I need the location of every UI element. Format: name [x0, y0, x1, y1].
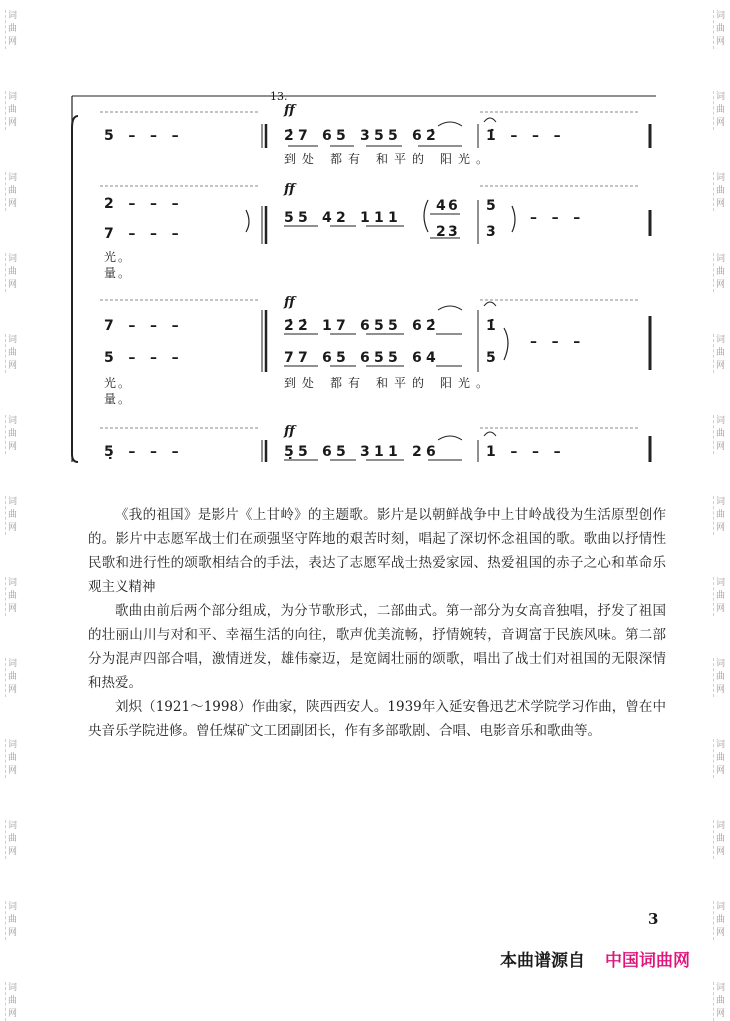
lyric-char: 量	[104, 392, 117, 406]
watermark-char: 曲	[7, 510, 17, 520]
watermark-char: 网	[715, 37, 725, 47]
watermark-char: 网	[7, 361, 17, 371]
watermark-char: 网	[7, 1009, 17, 1019]
lyric-char: 。	[476, 376, 489, 390]
dynamic-ff: ff	[284, 182, 295, 197]
watermark-char: 词	[715, 497, 725, 507]
lyric-char: 到	[284, 376, 297, 390]
watermark-char: 曲	[715, 996, 725, 1006]
lyric-char: 平	[394, 376, 407, 390]
watermark-char: 网	[7, 685, 17, 695]
source-site-link[interactable]: 中国词曲网	[605, 951, 690, 971]
note: 5	[374, 318, 384, 334]
watermark-char: 曲	[7, 105, 17, 115]
watermark-char: 词	[7, 254, 17, 264]
note: 2	[436, 224, 446, 240]
watermark-char: 网	[7, 523, 17, 533]
watermark-char: 网	[7, 199, 17, 209]
lyric-char: 光	[104, 376, 117, 390]
note: 6	[448, 198, 458, 214]
watermark-char: 曲	[7, 591, 17, 601]
watermark-char: 词	[715, 578, 725, 588]
watermark-char: 词	[715, 821, 725, 831]
dynamic-ff: ff	[284, 103, 295, 118]
lyric-char: 光	[458, 152, 471, 166]
watermark-char: 词	[7, 740, 17, 750]
note: 2̇	[284, 318, 294, 334]
watermark-group	[5, 901, 17, 940]
watermark-char: 词	[7, 92, 17, 102]
note: 5	[298, 444, 308, 460]
watermark-char: 曲	[7, 915, 17, 925]
note: 5	[336, 444, 346, 460]
watermark-char: 曲	[7, 834, 17, 844]
note: 2	[336, 210, 346, 226]
lyric-char: 都	[330, 152, 343, 166]
watermark-char: 网	[715, 604, 725, 614]
source-label: 本曲谱源自	[500, 951, 585, 971]
note: 5	[336, 128, 346, 144]
dynamic-ff: ff	[284, 424, 295, 439]
score-rest: – – –	[530, 334, 581, 350]
note: 6	[360, 318, 370, 334]
note: 6	[322, 444, 332, 460]
note: 7	[298, 128, 308, 144]
score-chord-upper: 5	[486, 198, 496, 214]
watermark-char: 词	[7, 983, 17, 993]
score-measure-notes: 1̇ – – –	[486, 128, 561, 144]
watermark-char: 词	[7, 578, 17, 588]
watermark-group	[5, 658, 17, 697]
watermark-group	[713, 739, 725, 778]
note: 3	[360, 128, 370, 144]
watermark-char: 词	[715, 92, 725, 102]
watermark-char: 曲	[715, 672, 725, 682]
watermark-char: 曲	[715, 510, 725, 520]
note: 6	[412, 128, 422, 144]
lyric-char: 量	[104, 266, 117, 280]
watermark-char: 网	[715, 118, 725, 128]
watermark-char: 网	[715, 199, 725, 209]
watermark-group	[713, 901, 725, 940]
watermark-group	[5, 820, 17, 859]
score-intro-notes: 7 – – –	[104, 318, 179, 334]
lyric-char: 阳	[440, 376, 453, 390]
score-measure-notes: 1̇	[486, 318, 496, 334]
lyric-char: 处	[302, 376, 315, 390]
watermark-char: 词	[715, 983, 725, 993]
lyric-char: 有	[348, 152, 361, 166]
watermark-char: 词	[7, 902, 17, 912]
note: 5	[298, 210, 308, 226]
watermark-char: 词	[715, 173, 725, 183]
watermark-group	[5, 982, 17, 1021]
rehearsal-mark: 13.	[270, 90, 288, 103]
watermark-char: 网	[7, 280, 17, 290]
note: 6	[412, 350, 422, 366]
note: 7	[336, 318, 346, 334]
paragraph: 《我的祖国》是影片《上甘岭》的主题歌。影片是以朝鲜战争中上甘岭战役为生活原型创作的。影片中志愿军战士们在顽强坚守阵地的艰苦时刻，唱起了深切怀念祖国的歌。歌曲以抒情性民歌和进行性的颂歌相结合的手法，表达了志愿军战士热爱家园、热爱祖国的赤子之心和革命乐观主义精神	[88, 507, 666, 595]
watermark-char: 词	[715, 416, 725, 426]
note: 2̇	[426, 318, 436, 334]
note: 1	[374, 210, 384, 226]
lyric-char: 。	[476, 152, 489, 166]
watermark-char: 词	[7, 173, 17, 183]
watermark-char: 曲	[715, 915, 725, 925]
lyric-char: 的	[412, 152, 425, 166]
watermark-group	[713, 820, 725, 859]
watermark-char: 网	[715, 766, 725, 776]
watermark-char: 网	[715, 523, 725, 533]
note: 6	[322, 128, 332, 144]
watermark-char: 曲	[715, 429, 725, 439]
note: 5	[336, 350, 346, 366]
watermark-char: 词	[715, 740, 725, 750]
watermark-char: 词	[7, 335, 17, 345]
watermark-group	[5, 739, 17, 778]
watermark-char: 曲	[7, 267, 17, 277]
watermark-char: 曲	[7, 24, 17, 34]
lyric-char: 的	[412, 376, 425, 390]
lyric-char: 。	[118, 266, 131, 280]
watermark-char: 曲	[7, 348, 17, 358]
watermark-char: 网	[7, 604, 17, 614]
score-rest: – – –	[530, 210, 581, 226]
watermark-char: 曲	[7, 672, 17, 682]
watermark-group	[713, 577, 725, 616]
watermark-char: 曲	[715, 834, 725, 844]
watermark-char: 曲	[715, 267, 725, 277]
score-measure-notes: 5	[486, 350, 496, 366]
lyric-char: 和	[376, 376, 389, 390]
note: 4	[436, 198, 446, 214]
watermark-group	[713, 982, 725, 1021]
note: 1	[388, 444, 398, 460]
lyric-char: 到	[284, 152, 297, 166]
watermark-char: 网	[7, 37, 17, 47]
watermark-char: 曲	[715, 753, 725, 763]
watermark-char: 网	[7, 928, 17, 938]
watermark-char: 网	[715, 280, 725, 290]
note: 3	[360, 444, 370, 460]
note: 5	[388, 350, 398, 366]
watermark-char: 曲	[715, 591, 725, 601]
note: 6	[360, 350, 370, 366]
note: 5	[374, 128, 384, 144]
watermark-char: 词	[7, 416, 17, 426]
watermark-char: 曲	[715, 348, 725, 358]
watermark-char: 网	[7, 118, 17, 128]
watermark-char: 词	[7, 821, 17, 831]
paragraph: 刘炽（1921～1998）作曲家，陕西西安人。1939年入延安鲁迅艺术学院学习作曲，曾在中央音乐学院进修。曾任煤矿文工团副团长，作有多部歌剧、合唱、电影音乐和歌曲等。	[88, 699, 666, 739]
score-intro-notes: 5 – – –	[104, 128, 179, 144]
watermark-char: 词	[715, 335, 725, 345]
watermark-char: 曲	[7, 753, 17, 763]
watermark-char: 词	[7, 11, 17, 21]
score-intro-notes: 5 – – –	[104, 350, 179, 366]
note: 1	[388, 210, 398, 226]
note: 5	[284, 210, 294, 226]
watermark-char: 词	[7, 497, 17, 507]
watermark-char: 网	[715, 442, 725, 452]
watermark-char: 词	[715, 902, 725, 912]
note: 2̇	[284, 128, 294, 144]
paragraph: 歌曲由前后两个部分组成，为分节歌形式，二部曲式。第一部分为女高音独唱，抒发了祖国的壮丽山川与对和平、幸福生活的向往，歌声优美流畅，抒情婉转，音调富于民族风味。第二部分为混声四部合唱，激情迸发，雄伟豪迈，是宽阔壮丽的颂歌，唱出了战士们对祖国的无限深情和热爱。	[88, 603, 666, 691]
watermark-group	[5, 577, 17, 616]
watermark-char: 网	[715, 847, 725, 857]
note: 2	[412, 444, 422, 460]
lyric-char: 平	[394, 152, 407, 166]
note: 5̣	[284, 444, 294, 460]
watermark-group	[713, 658, 725, 697]
score-intro-notes: 7 – – –	[104, 226, 179, 242]
lyric-char: 光	[458, 376, 471, 390]
watermark-char: 网	[7, 766, 17, 776]
note: 5	[388, 318, 398, 334]
note: 4	[426, 350, 436, 366]
note: 6	[412, 318, 422, 334]
note: 4	[322, 210, 332, 226]
watermark-char: 网	[715, 1009, 725, 1019]
watermark-group	[713, 496, 725, 535]
watermark-char: 曲	[7, 429, 17, 439]
lyric-char: 。	[118, 376, 131, 390]
note: 1	[374, 444, 384, 460]
watermark-char: 网	[715, 928, 725, 938]
watermark-char: 曲	[715, 105, 725, 115]
watermark-char: 曲	[715, 186, 725, 196]
lyric-char: 阳	[440, 152, 453, 166]
note: 3	[448, 224, 458, 240]
watermark-char: 词	[715, 659, 725, 669]
watermark-char: 曲	[7, 996, 17, 1006]
lyric-char: 都	[330, 376, 343, 390]
watermark-char: 词	[715, 11, 725, 21]
watermark-char: 网	[7, 847, 17, 857]
source-credit	[500, 946, 690, 971]
lyric-char: 。	[118, 392, 131, 406]
lyric-char: 光	[104, 250, 117, 264]
note: 2̇	[298, 318, 308, 334]
note: 7	[298, 350, 308, 366]
lyric-char: 。	[118, 250, 131, 264]
lyric-char: 和	[376, 152, 389, 166]
article-body	[88, 503, 666, 743]
page-number: 3	[648, 910, 659, 928]
note: 1	[360, 210, 370, 226]
note: 5	[374, 350, 384, 366]
watermark-group	[5, 496, 17, 535]
music-score	[0, 0, 730, 480]
watermark-char: 网	[7, 442, 17, 452]
watermark-char: 词	[715, 254, 725, 264]
score-chord-lower: 3	[486, 224, 496, 240]
watermark-char: 曲	[715, 24, 725, 34]
note: 7	[284, 350, 294, 366]
lyric-char: 处	[302, 152, 315, 166]
watermark-char: 曲	[7, 186, 17, 196]
score-intro-notes: 5̣ – – –	[104, 444, 179, 460]
note: 1	[322, 318, 332, 334]
score-measure-notes: 1 – – –	[486, 444, 561, 460]
watermark-char: 网	[715, 685, 725, 695]
dynamic-ff: ff	[284, 295, 295, 310]
watermark-char: 网	[715, 361, 725, 371]
score-intro-notes: 2 – – –	[104, 196, 179, 212]
watermark-char: 词	[7, 659, 17, 669]
lyric-char: 有	[348, 376, 361, 390]
note: 6	[322, 350, 332, 366]
note: 2̇	[426, 128, 436, 144]
note: 5	[388, 128, 398, 144]
note: 6	[426, 444, 436, 460]
